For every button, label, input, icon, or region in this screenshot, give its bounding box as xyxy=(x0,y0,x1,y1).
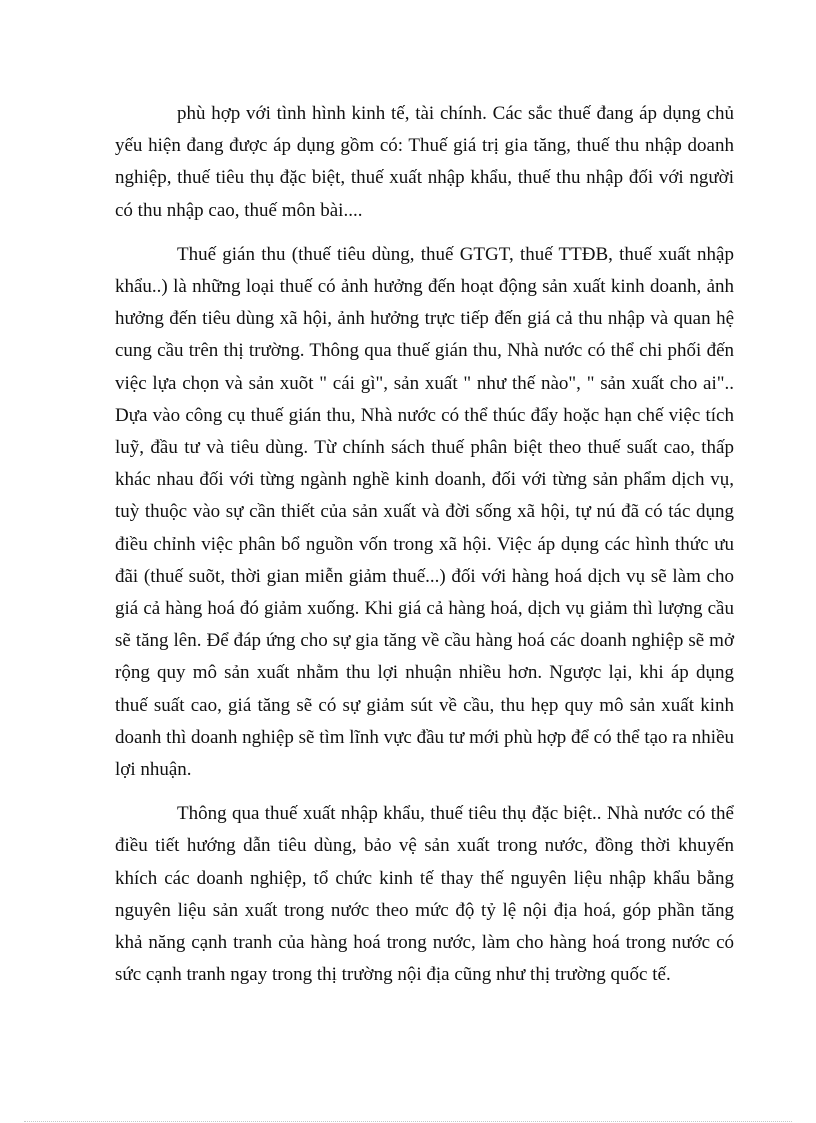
paragraph-indirect-tax: Thuế gián thu (thuế tiêu dùng, thuế GTGT, thuế TTĐB, thuế xuất nhập khẩu..) là những loại thuế có ảnh hưởng đến hoạt động sản xuất kinh doanh, ảnh hưởng đến tiêu dùng xã hội, ảnh hưởng trực tiếp đến giá cả thu nhập và quan hệ cung cầu trên thị trường. Thông qua thuế gián thu, Nhà nước có thể chi phối đến việc lựa chọn và sản xuõt " cái gì", sản xuất " như thế nào", " sản xuất cho ai".. Dựa vào công cụ thuế gián thu, Nhà nước có thể thúc đẩy hoặc hạn chế việc tích luỹ, đầu tư và tiêu dùng. Từ chính sách thuế phân biệt theo thuế suất cao, thấp khác nhau đối với từng ngành nghề kinh doanh, đối với từng sản phẩm dịch vụ, tuỳ thuộc vào sự cần thiết của sản xuất và đời sống xã hội, tự nú đã có tác dụng điều chỉnh việc phân bổ nguồn vốn trong xã hội. Việc áp dụng các hình thức ưu đãi (thuế suõt, thời gian miễn giảm thuế...) đối với hàng hoá dịch vụ sẽ làm cho giá cả hàng hoá đó giảm xuống. Khi giá cả hàng hoá, dịch vụ giảm thì lượng cầu sẽ tăng lên. Để đáp ứng cho sự gia tăng về cầu hàng hoá các doanh nghiệp sẽ mở rộng quy mô sản xuất nhằm thu lợi nhuận nhiều hơn. Ngược lại, khi áp dụng thuế suất cao, giá tăng sẽ có sự giảm sút về cầu, thu hẹp quy mô sản xuất kinh doanh thì doanh nghiệp sẽ tìm lĩnh vực đầu tư mới phù hợp để có thể tạo ra nhiều lợi nhuận. xyxy=(115,243,735,781)
page-bottom-divider xyxy=(24,1121,792,1122)
paragraph-import-export-tax: Thông qua thuế xuất nhập khẩu, thuế tiêu thụ đặc biệt.. Nhà nước có thể điều tiết hướng dẫn tiêu dùng, bảo vệ sản xuất trong nước, đồng thời khuyến khích các doanh nghiệp, tổ chức kinh tế thay thế nguyên liệu nhập khẩu bằng nguyên liệu sản xuất trong nước theo mức độ tỷ lệ nội địa hoá, góp phần tăng khả năng cạnh tranh của hàng hoá trong nước, làm cho hàng hoá trong nước có sức cạnh tranh ngay trong thị trường nội địa cũng như thị trường quốc tế. xyxy=(115,803,734,986)
document-body xyxy=(115,98,734,1003)
paragraph-continuation: phù hợp với tình hình kinh tế, tài chính. Các sắc thuế đang áp dụng chủ yếu hiện đang được áp dụng gồm có: Thuế giá trị gia tăng, thuế thu nhập doanh nghiệp, thuế tiêu thụ đặc biệt, thuế xuất nhập khẩu, thuế thu nhập đối với người có thu nhập cao, thuế môn bài.... xyxy=(115,103,734,221)
